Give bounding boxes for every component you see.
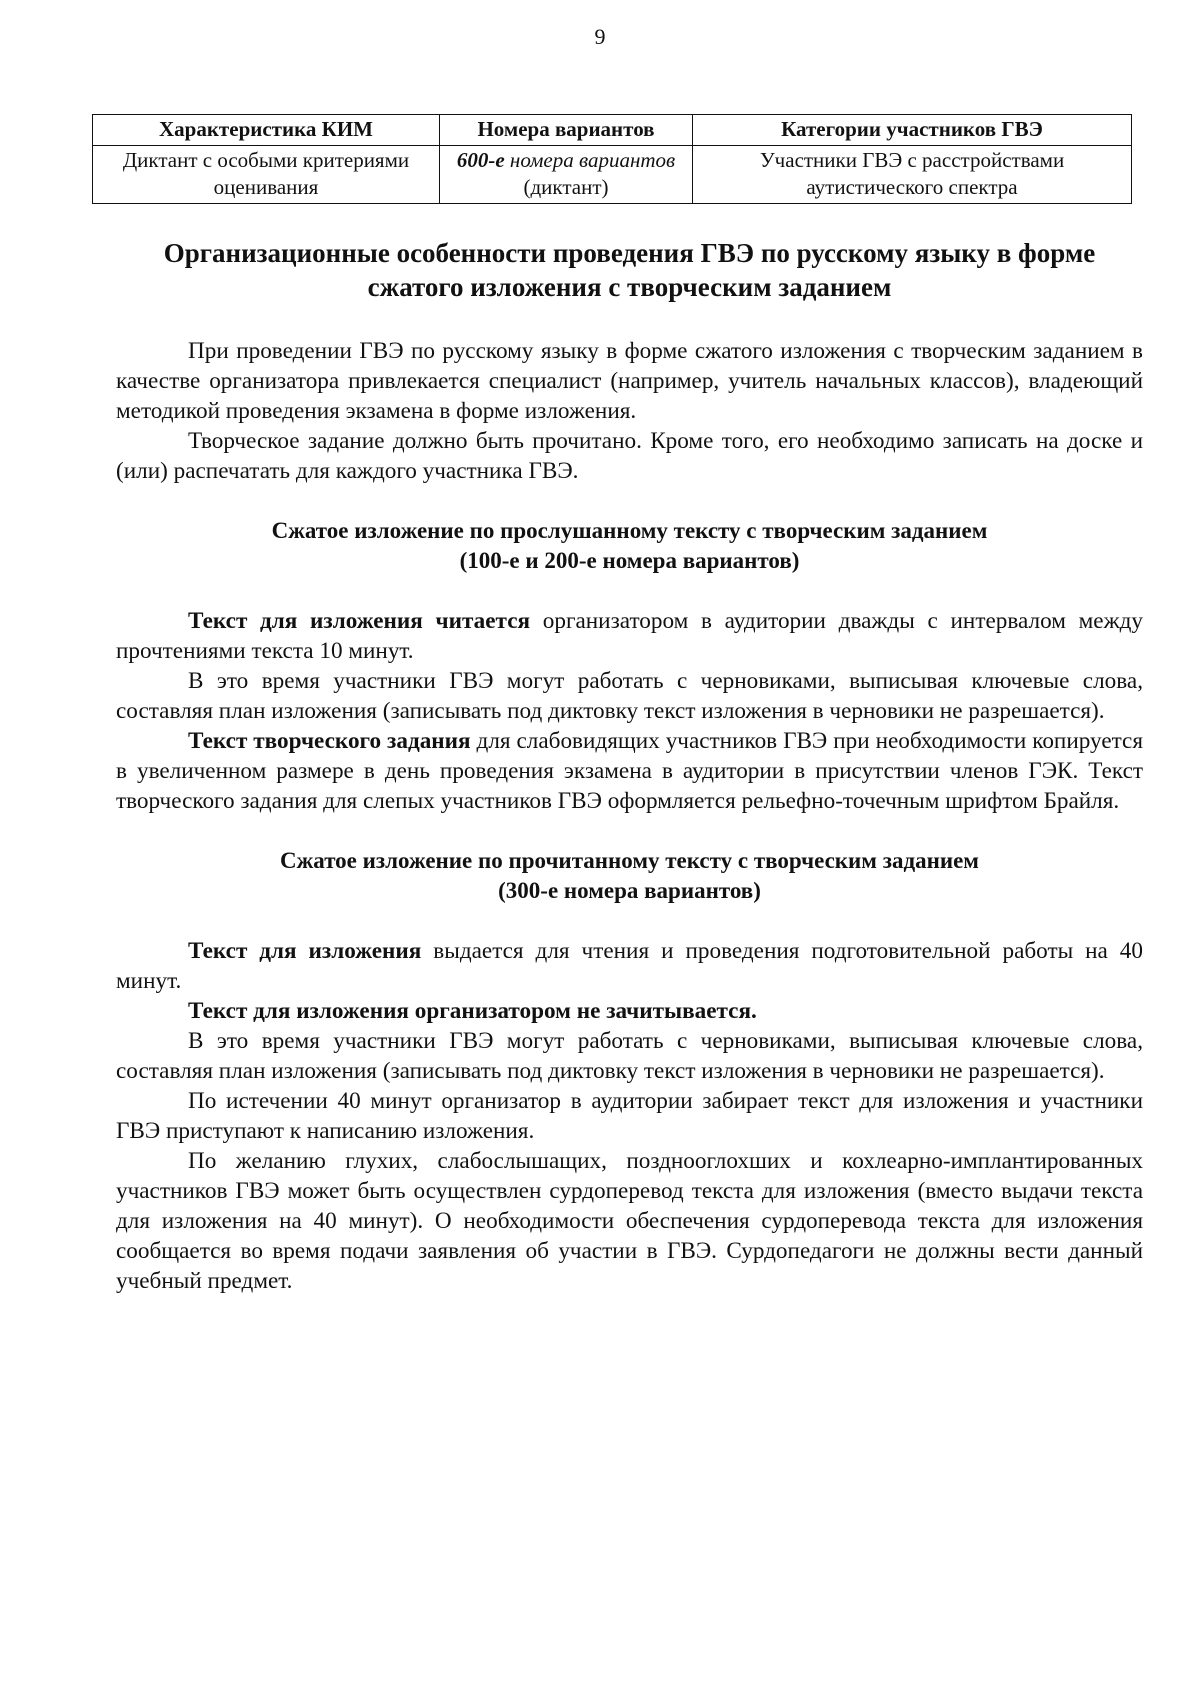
paragraph [116,606,1143,666]
paragraph [116,936,1143,996]
paragraph: По желанию глухих, слабослышащих, позднооглохших и кохлеарно-имплантированных участников ГВЭ может быть осуществлен сурдоперевод текста для изложения (вместо выдачи текста для изложения на 40 минут). О необходимости обеспечения сурдоперевода текста для изложения сообщается во время подачи заявления об участии в ГВЭ. Сурдопедагоги не должны вести данный учебный предмет. [116,1148,1143,1294]
paragraph-text: для слабовидящих участников ГВЭ при необходимости копируется в увеличенном размере в день проведения экзамена в аудитории в присутствии членов ГЭК. Текст творческого задания для слепых участников ГВЭ оформляется рельефно-точечным шрифтом Брайля. [116,728,1143,814]
paragraph: По истечении 40 минут организатор в аудитории забирает текст для изложения и участники ГВЭ приступают к написанию изложения. [116,1088,1143,1144]
heading-line: (100-е и 200-е номера вариантов) [459,548,800,573]
paragraph-text: организатором в аудитории дважды с интервалом между прочтениями текста 10 минут. [116,608,1143,664]
title-line: сжатого изложения с творческим заданием [367,272,892,302]
heading-line: Сжатое изложение по прочитанному тексту с творческим заданием [280,848,979,873]
paragraph: Творческое задание должно быть прочитано. Кроме того, его необходимо записать на доске и (или) распечатать для каждого участника ГВЭ. [116,428,1143,484]
cell-line: аутистического спектра [806,175,1018,199]
document-body [116,236,1143,1296]
cell-line-bold: 600-е [456,148,505,172]
section-heading [116,516,1143,576]
table-cell-characteristic [93,146,440,204]
heading-line: Сжатое изложение по прослушанному тексту с творческим заданием [271,518,988,543]
page-number: 9 [594,24,606,49]
table-cell-variants [440,146,693,204]
paragraph-text: выдается для чтения и проведения подготовительной работы на 40 минут. [116,938,1143,994]
table-header-cell: Характеристика КИМ [93,115,440,146]
title-line: Организационные особенности проведения ГВЭ по русскому языку в форме [163,238,1096,268]
paragraph: При проведении ГВЭ по русскому языку в форме сжатого изложения с творческим заданием в качестве организатора привлекается специалист (например, учитель начальных классов), владеющий методикой проведения экзамена в форме изложения. [116,338,1143,424]
bold-phrase: Текст для изложения [188,938,422,964]
cell-line: Участники ГВЭ с расстройствами [759,148,1065,172]
cell-line: оценивания [213,175,319,199]
table-header-row [93,115,1132,146]
cell-line: Диктант с особыми критериями [122,148,410,172]
section-heading [116,846,1143,906]
cell-line: (диктант) [523,175,609,199]
heading-line: (300-е номера вариантов) [498,878,761,903]
table-cell-categories [693,146,1132,204]
paragraph: В это время участники ГВЭ могут работать с черновиками, выписывая ключевые слова, составляя план изложения (записывать под диктовку текст изложения в черновики не разрешается). [116,1028,1143,1084]
table-row [93,146,1132,204]
page-title [116,236,1143,304]
table-header-cell: Номера вариантов [440,115,693,146]
bold-phrase: Текст творческого задания [188,728,471,754]
kim-table [92,114,1132,204]
table-header-cell: Категории участников ГВЭ [693,115,1132,146]
bold-phrase: Текст для изложения читается [188,608,531,634]
cell-line: номера вариантов [504,148,676,172]
paragraph: В это время участники ГВЭ могут работать с черновиками, выписывая ключевые слова, составляя план изложения (записывать под диктовку текст изложения в черновики не разрешается). [116,668,1143,724]
paragraph-bold: Текст для изложения организатором не зачитывается. [188,998,757,1024]
paragraph [116,726,1143,816]
